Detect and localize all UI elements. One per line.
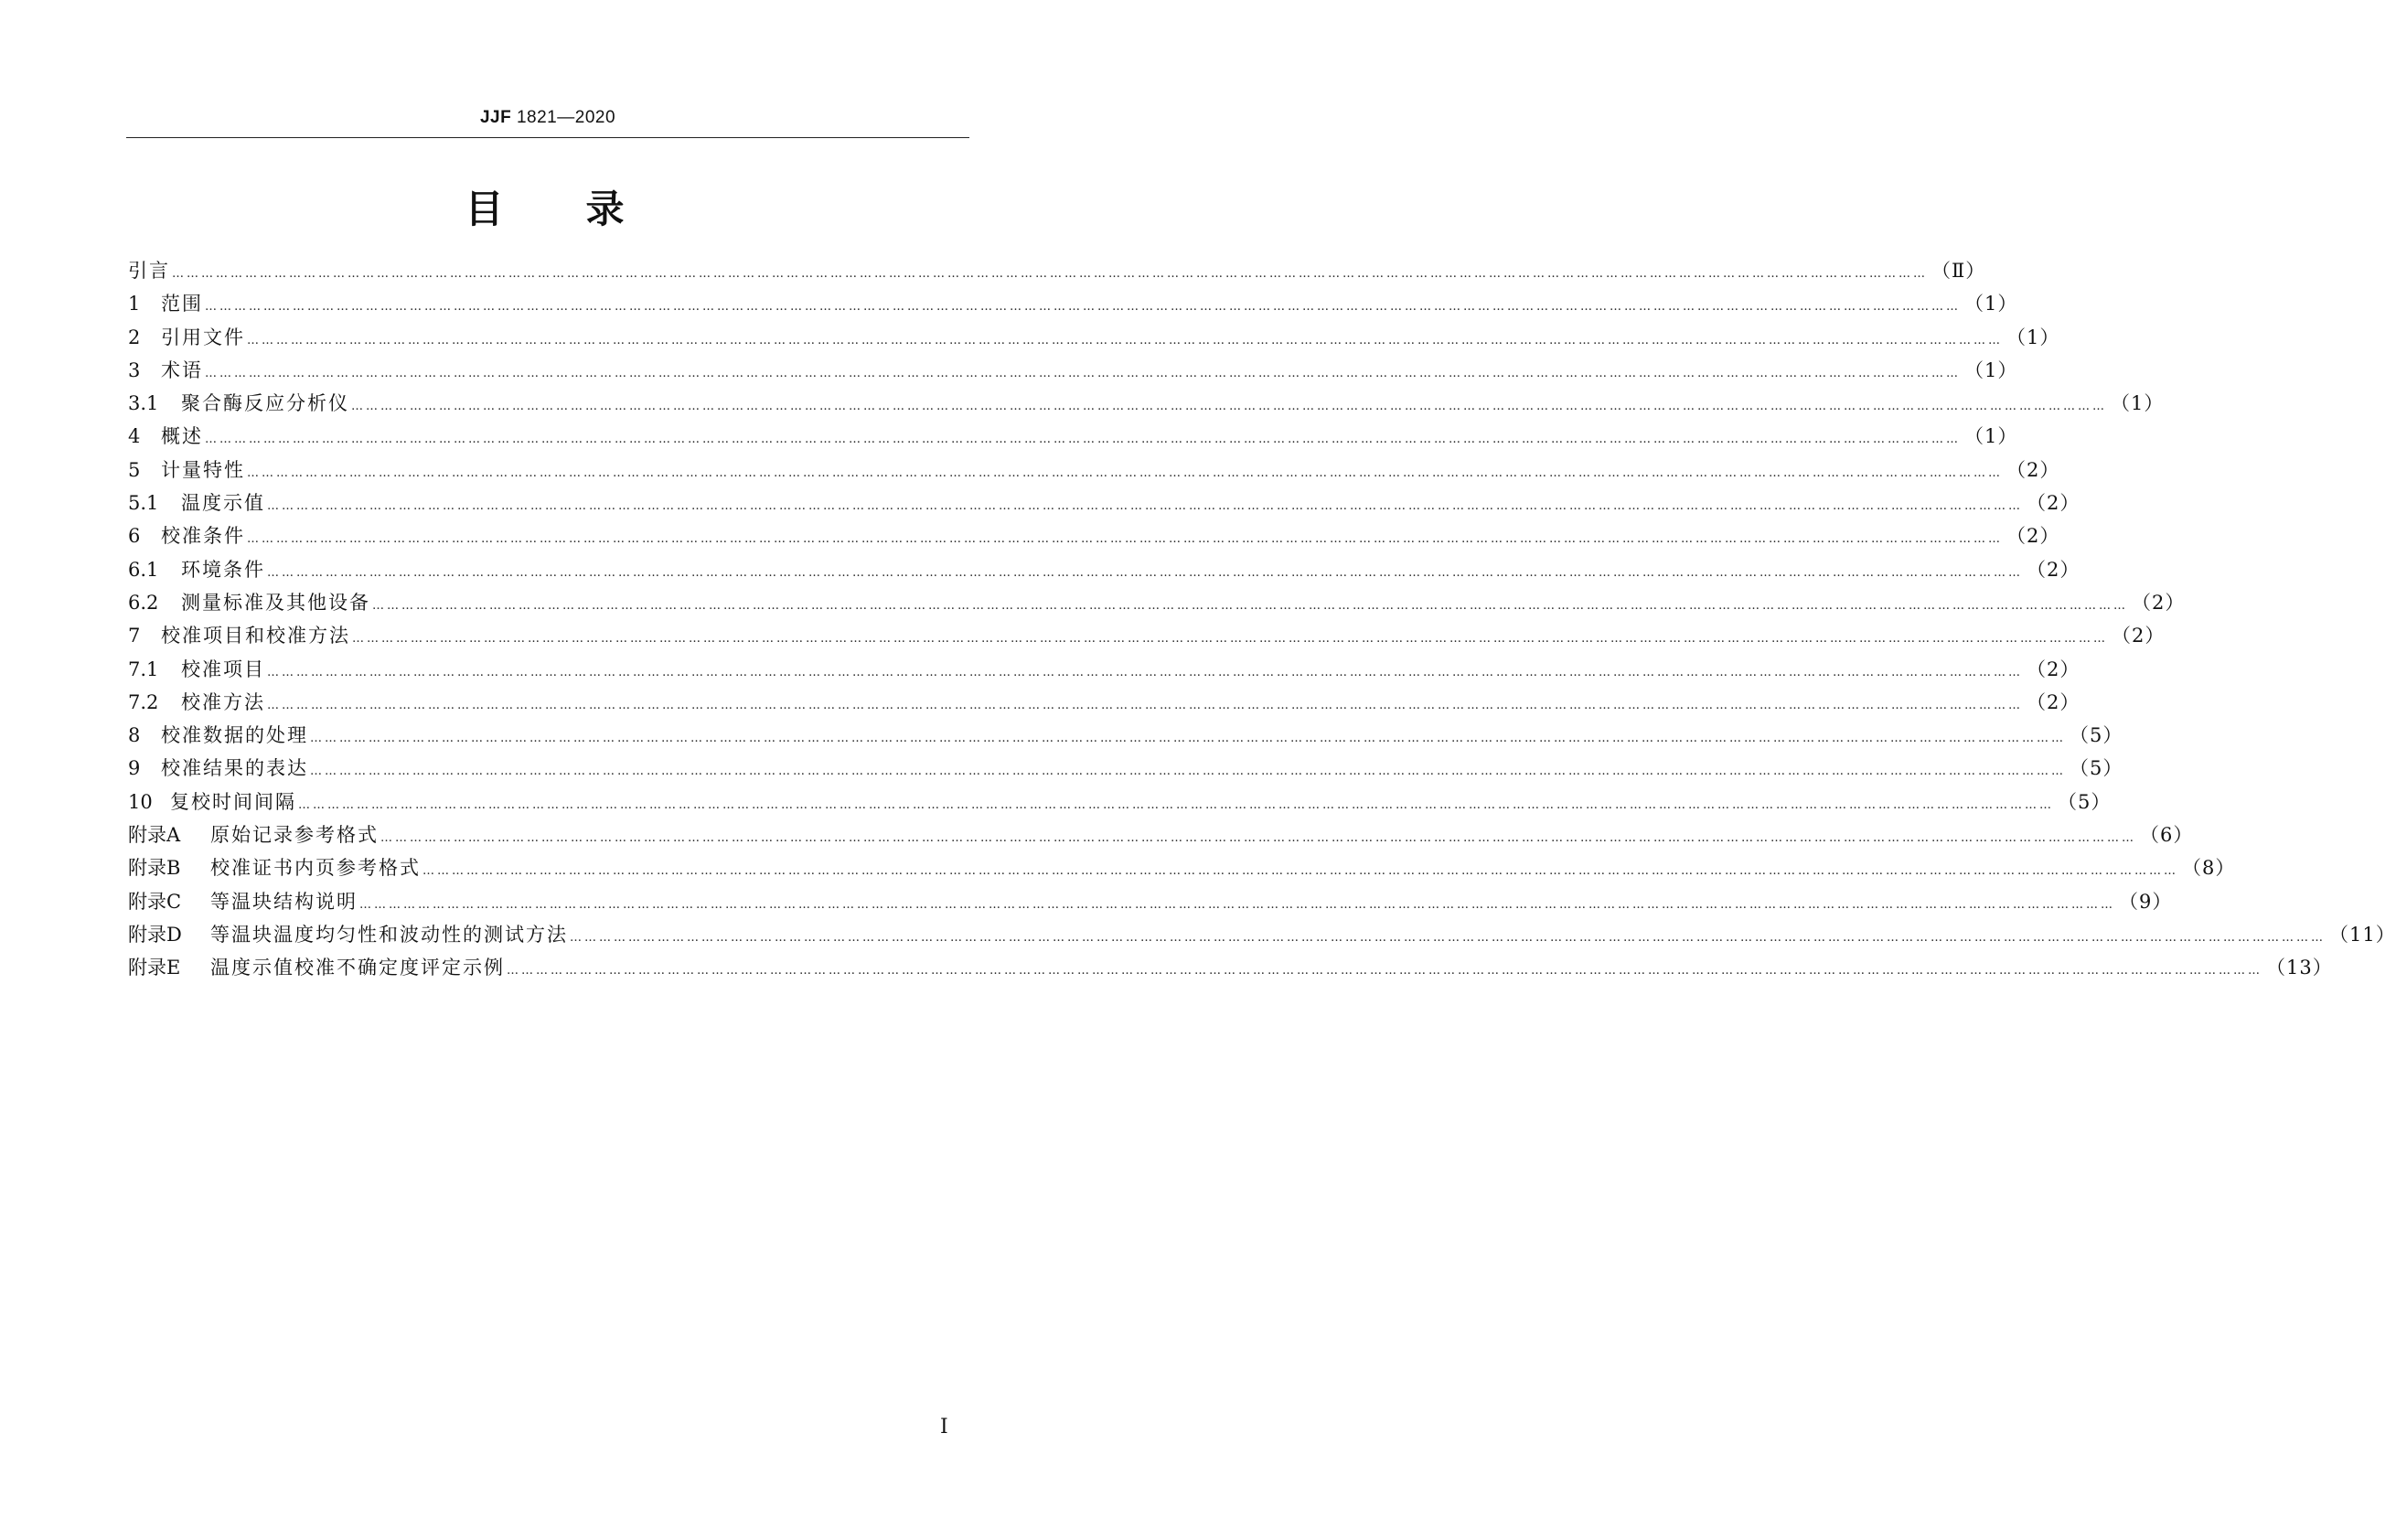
toc-entry-title: 测量标准及其他设备 — [181, 591, 370, 614]
toc-entry[interactable] — [128, 521, 2060, 554]
toc-entry-page: （5） — [2070, 757, 2123, 780]
toc-entry[interactable] — [128, 323, 2060, 356]
toc-entry-title: 校准方法 — [181, 690, 265, 713]
toc-entry-number: 1 — [128, 293, 141, 315]
toc-dot-leader: ……………………………………………………………………………………………………………………………………………………………………………………………………………………………………………………………………………………………………………………………… — [372, 598, 2128, 613]
toc-entry[interactable] — [128, 455, 2060, 488]
standard-number: 1821—2020 — [516, 108, 616, 127]
toc-entry[interactable] — [128, 422, 2018, 455]
toc-entry-number: 8 — [128, 724, 141, 747]
toc-entry-title: 温度示值校准不确定度评定示例 — [210, 957, 505, 979]
toc-entry[interactable] — [128, 356, 2018, 389]
toc-dot-leader: ……………………………………………………………………………………………………………………………………………………………………………………………………………………………………………………………………………………………………………………………… — [267, 698, 2023, 712]
toc-entry-number: 7.2 — [128, 690, 159, 713]
toc-entry-number: 附录B — [128, 857, 181, 880]
toc-dot-leader: ……………………………………………………………………………………………………………………………………………………………………………………………………………………………………………………………………………………………………………………………… — [380, 831, 2136, 846]
toc-entry-title: 环境条件 — [181, 558, 265, 581]
toc-dot-leader: ……………………………………………………………………………………………………………………………………………………………………………………………………………………………………………………………………………………………………………………………… — [205, 366, 1961, 380]
standard-code: JJF — [479, 108, 512, 127]
toc-entry-page: （2） — [2006, 525, 2060, 548]
toc-dot-leader: ……………………………………………………………………………………………………………………………………………………………………………………………………………………………………………………………………………………………………………………………… — [423, 864, 2178, 879]
running-header — [126, 108, 969, 128]
toc-dot-leader: ……………………………………………………………………………………………………………………………………………………………………………………………………………………………………………………………………………………………………………………………… — [352, 632, 2108, 647]
toc-entry-page: （13） — [2266, 957, 2333, 979]
toc-entry-number: 附录C — [128, 890, 182, 913]
toc-entry-number: 3.1 — [128, 392, 159, 415]
toc-entry-page: （2） — [2006, 458, 2060, 481]
toc-dot-leader: ……………………………………………………………………………………………………………………………………………………………………………………………………………………………………………………………………………………………………………………………… — [267, 665, 2023, 679]
toc-entry-title: 引用文件 — [161, 326, 245, 348]
toc-entry[interactable] — [128, 655, 2080, 688]
toc-entry-page: （1） — [1964, 358, 2018, 381]
toc-entry[interactable] — [128, 289, 2018, 322]
toc-entry-number: 4 — [128, 425, 141, 448]
toc-entry[interactable] — [128, 588, 2186, 621]
toc-entry[interactable] — [128, 853, 2236, 886]
toc-entry[interactable] — [128, 688, 2080, 721]
toc-dot-leader: ……………………………………………………………………………………………………………………………………………………………………………………………………………………………………………………………………………………………………………………………… — [205, 300, 1961, 315]
toc-entry-number: 附录E — [128, 957, 181, 979]
toc-entry-title: 校准条件 — [161, 525, 245, 548]
toc-entry-page: （9） — [2119, 890, 2173, 913]
toc-entry-page: （1） — [2111, 392, 2165, 415]
toc-entry-page: （2） — [2027, 558, 2080, 581]
toc-entry[interactable] — [128, 754, 2123, 786]
toc-entry-number: 9 — [128, 757, 141, 780]
toc-entry-title: 校准项目和校准方法 — [161, 625, 350, 647]
toc-dot-leader: ……………………………………………………………………………………………………………………………………………………………………………………………………………………………………………………………………………………………………………………………… — [507, 964, 2262, 979]
toc-entry-title: 等温块结构说明 — [210, 890, 358, 913]
toc-dot-leader: ……………………………………………………………………………………………………………………………………………………………………………………………………………………………………………………………………………………………………………………………… — [247, 465, 2003, 480]
toc-entry-page: （2） — [2027, 658, 2080, 680]
toc-entry-page: （5） — [2058, 790, 2112, 813]
toc-entry[interactable] — [128, 953, 2333, 986]
toc-entry-page: （2） — [2027, 492, 2080, 515]
toc-entry-title: 术语 — [161, 358, 203, 381]
toc-entry-page: （1） — [1964, 293, 2018, 315]
toc-entry-number: 3 — [128, 358, 141, 381]
toc-entry-number: 5.1 — [128, 492, 159, 515]
toc-entry[interactable] — [128, 787, 2112, 820]
toc-entry-page: （2） — [2132, 591, 2186, 614]
toc-entry-title: 温度示值 — [181, 492, 265, 515]
header-rule — [126, 137, 969, 138]
toc-entry-number: 6.1 — [128, 558, 159, 581]
toc-entry[interactable] — [128, 488, 2080, 521]
toc-entry-number: 6 — [128, 525, 141, 548]
toc-entry-number: 附录D — [128, 923, 182, 946]
toc-entry-page: （5） — [2070, 724, 2123, 747]
toc-entry-page: （2） — [2027, 690, 2080, 713]
toc-entry-number: 附录A — [128, 824, 181, 847]
toc-entry-page: （6） — [2140, 824, 2194, 847]
page-title: 目录 — [465, 187, 707, 231]
toc-entry-title: 复校时间间隔 — [170, 790, 296, 813]
toc-entry-title: 校准数据的处理 — [161, 724, 308, 747]
toc-dot-leader: ……………………………………………………………………………………………………………………………………………………………………………………………………………………………………………………………………………………………………………………………… — [298, 797, 2054, 812]
toc-entry-title: 范围 — [161, 293, 203, 315]
toc-entry[interactable] — [128, 820, 2194, 853]
toc-dot-leader: ……………………………………………………………………………………………………………………………………………………………………………………………………………………………………………………………………………………………………………………………… — [310, 765, 2066, 779]
toc-dot-leader: ……………………………………………………………………………………………………………………………………………………………………………………………………………………………………………………………………………………………………………………………… — [172, 267, 1928, 281]
toc-entry-title: 聚合酶反应分析仪 — [181, 392, 349, 415]
toc-entry-number: 2 — [128, 326, 141, 348]
toc-entry-title: 引言 — [128, 260, 170, 282]
toc-entry-number: 6.2 — [128, 591, 159, 614]
toc-dot-leader: ……………………………………………………………………………………………………………………………………………………………………………………………………………………………………………………………………………………………………………………………… — [267, 499, 2023, 514]
toc-dot-leader: ……………………………………………………………………………………………………………………………………………………………………………………………………………………………………………………………………………………………………………………………… — [359, 897, 2115, 912]
toc-entry-page: （11） — [2329, 923, 2396, 946]
toc-entry[interactable] — [128, 920, 2396, 953]
toc-entry[interactable] — [128, 621, 2166, 654]
toc-dot-leader: ……………………………………………………………………………………………………………………………………………………………………………………………………………………………………………………………………………………………………………………………… — [351, 400, 2107, 414]
toc-entry-page: （8） — [2182, 857, 2236, 880]
toc-entry-title: 概述 — [161, 425, 203, 448]
toc-entry-number: 10 — [128, 790, 153, 813]
table-of-contents — [128, 256, 2396, 987]
toc-entry-title: 校准结果的表达 — [161, 757, 308, 780]
toc-dot-leader: ……………………………………………………………………………………………………………………………………………………………………………………………………………………………………………………………………………………………………………………………… — [205, 433, 1961, 447]
toc-entry-page: （1） — [1964, 425, 2018, 448]
toc-entry-title: 原始记录参考格式 — [210, 824, 379, 847]
toc-entry[interactable] — [128, 389, 2165, 422]
toc-entry-title: 计量特性 — [161, 458, 245, 481]
toc-dot-leader: ……………………………………………………………………………………………………………………………………………………………………………………………………………………………………………………………………………………………………………………………… — [310, 732, 2066, 746]
toc-entry-page: （Ⅱ） — [1931, 260, 1986, 282]
toc-entry[interactable] — [128, 721, 2123, 754]
toc-entry[interactable] — [128, 555, 2080, 588]
toc-entry-page: （2） — [2112, 625, 2166, 647]
toc-entry-title: 校准项目 — [181, 658, 265, 680]
toc-entry-title: 校准证书内页参考格式 — [210, 857, 421, 880]
toc-entry-number: 7.1 — [128, 658, 159, 680]
toc-entry[interactable] — [128, 256, 1986, 289]
toc-dot-leader: ……………………………………………………………………………………………………………………………………………………………………………………………………………………………………………………………………………………………………………………………… — [570, 930, 2326, 945]
toc-entry-title: 等温块温度均匀性和波动性的测试方法 — [210, 923, 568, 946]
toc-entry-number: 5 — [128, 458, 141, 481]
toc-dot-leader: ……………………………………………………………………………………………………………………………………………………………………………………………………………………………………………………………………………………………………………………………… — [267, 565, 2023, 580]
toc-entry[interactable] — [128, 887, 2173, 920]
toc-dot-leader: ……………………………………………………………………………………………………………………………………………………………………………………………………………………………………………………………………………………………………………………………… — [247, 532, 2003, 547]
page-number: Ⅰ — [940, 1416, 948, 1438]
toc-entry-page: （1） — [2006, 326, 2060, 348]
toc-dot-leader: ……………………………………………………………………………………………………………………………………………………………………………………………………………………………………………………………………………………………………………………………… — [247, 333, 2003, 348]
toc-entry-number: 7 — [128, 625, 141, 647]
